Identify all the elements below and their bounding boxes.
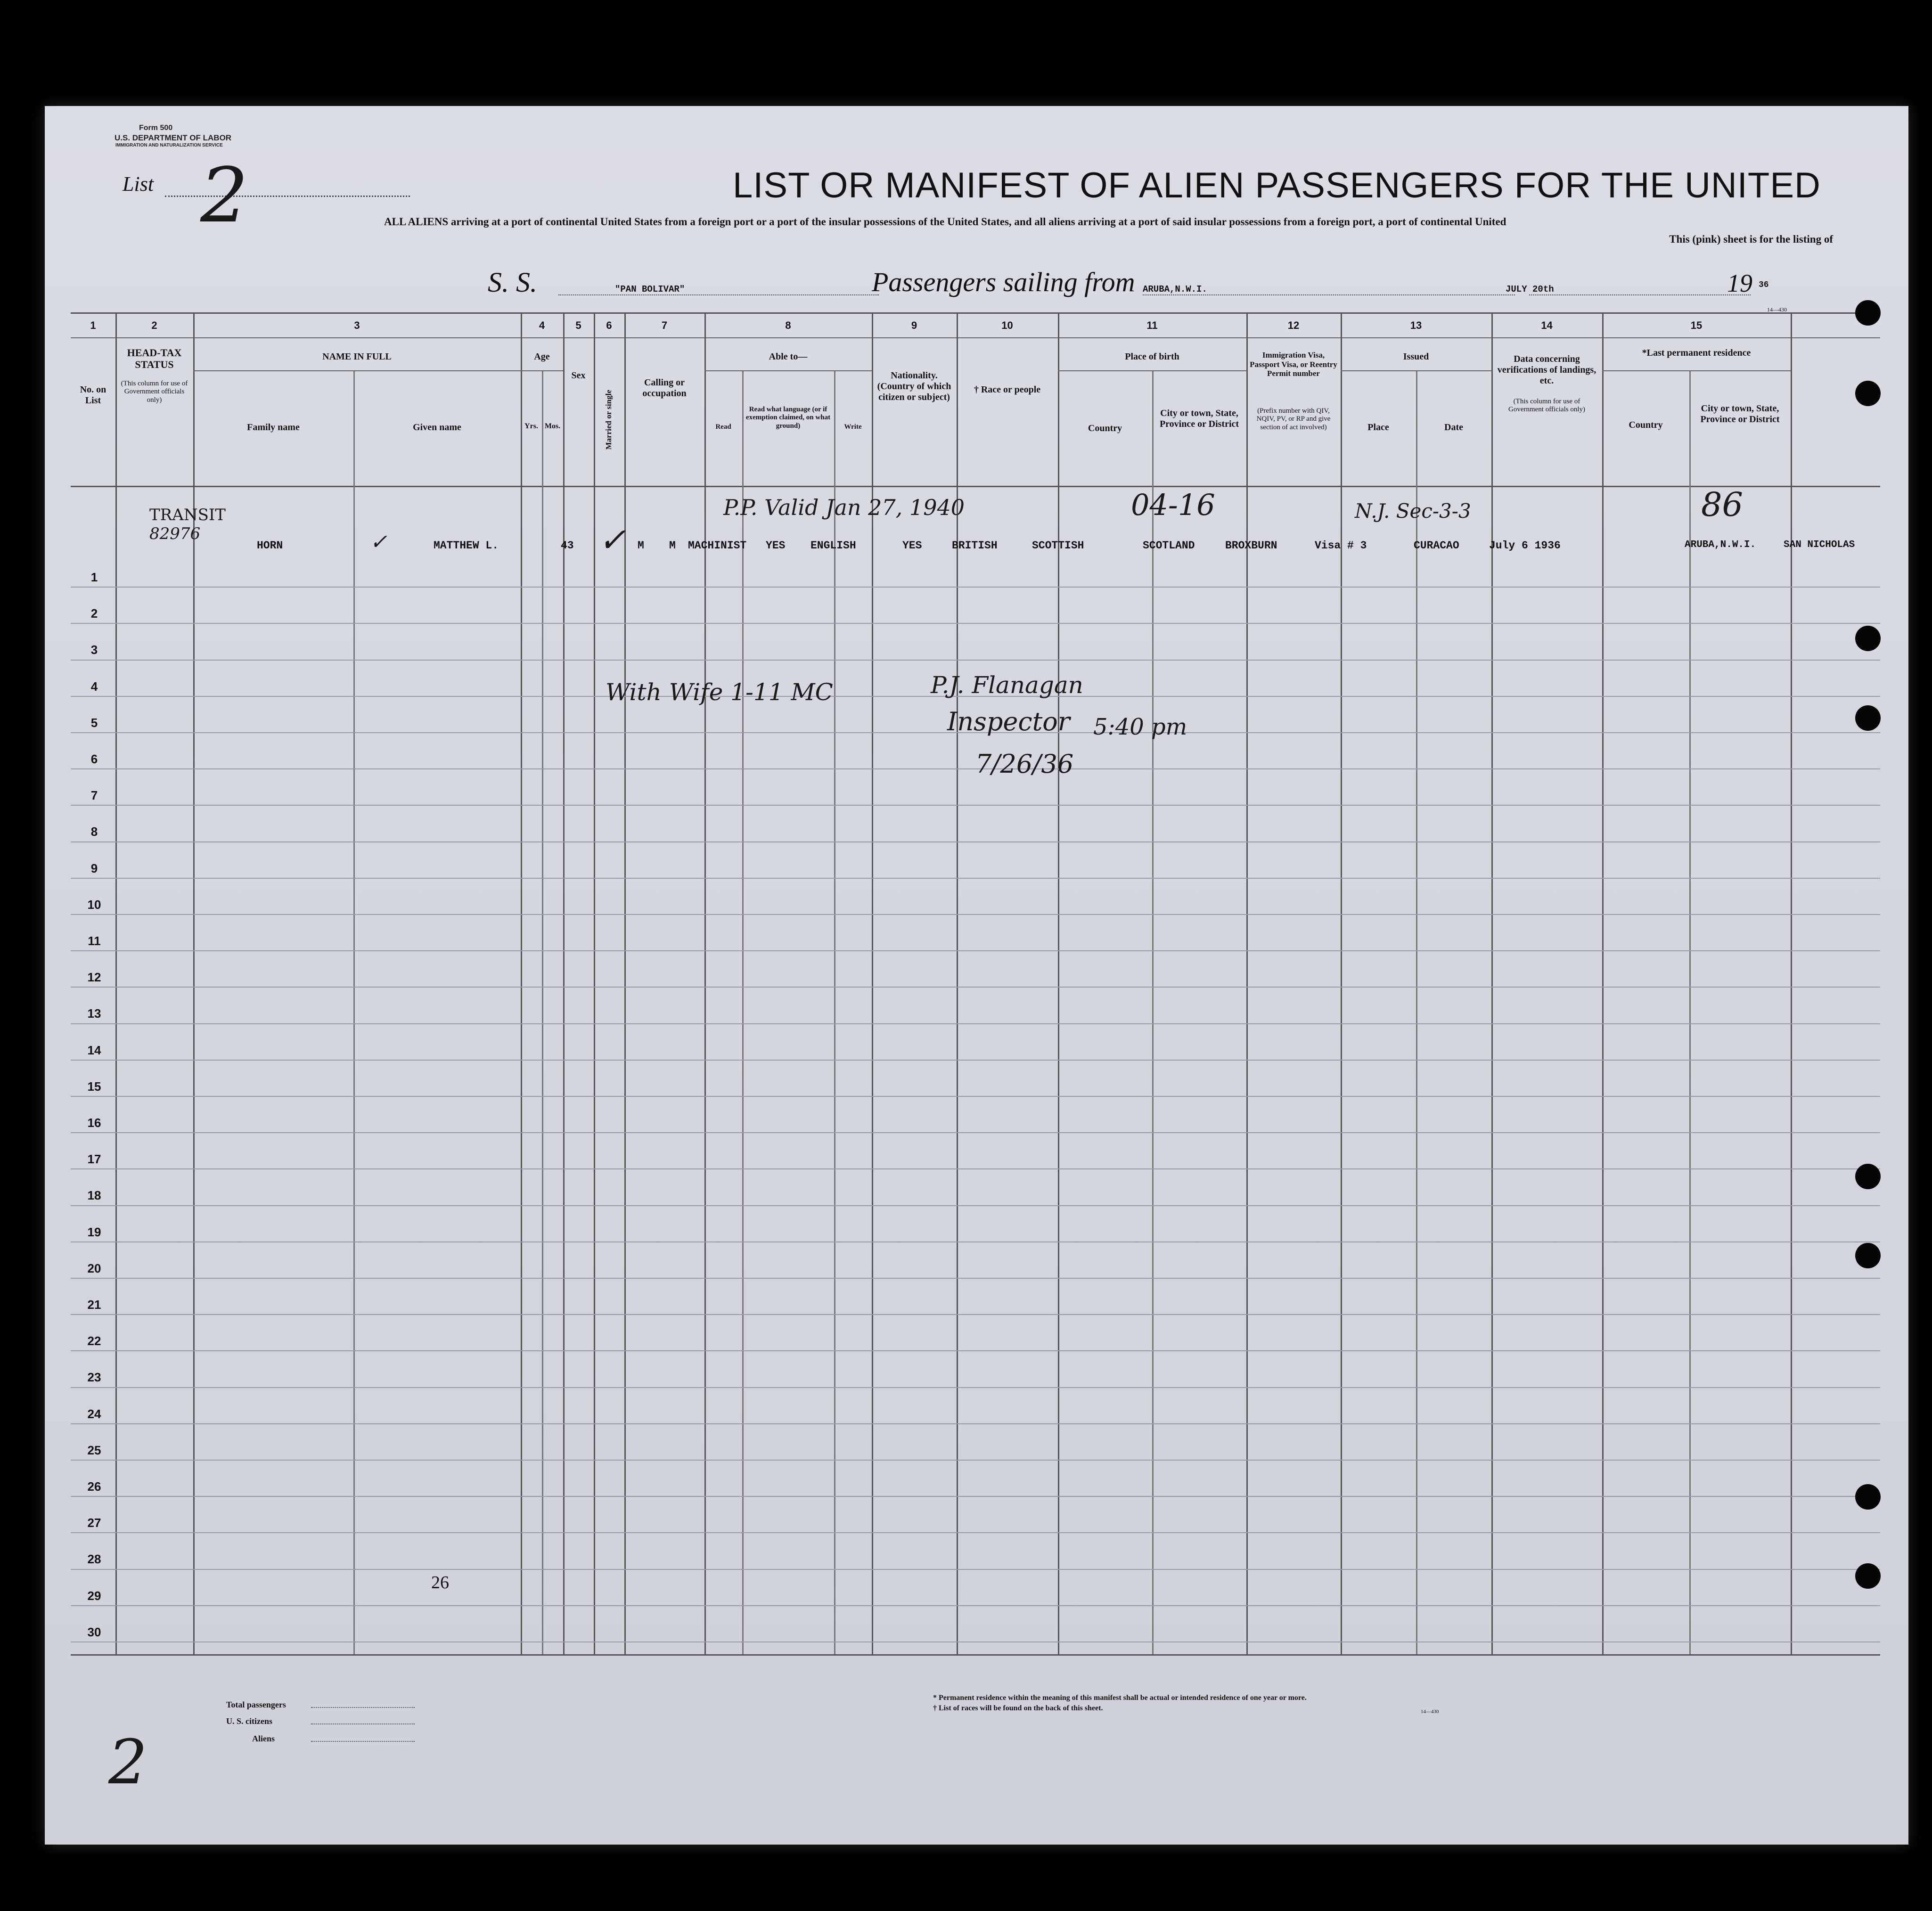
row-number: 21	[87, 1298, 101, 1312]
colnum-rule	[71, 337, 1880, 338]
list-number: 2	[200, 151, 248, 239]
row-number: 9	[90, 861, 98, 875]
colnum-1: 1	[90, 319, 96, 331]
manifest-table	[71, 312, 1880, 1656]
hdr-visa-note: (Prefix number with QIV, NQIV, PV, or RP and give section of act involved)	[1256, 407, 1331, 431]
table-row-rule	[71, 1496, 1880, 1497]
hdr-place-of-birth: Place of birth	[1125, 351, 1179, 362]
code-04-16: 04-16	[1131, 488, 1215, 522]
ss-label: S. S.	[488, 267, 537, 298]
code-86: 86	[1701, 485, 1744, 524]
head-tax-number: 82976	[149, 524, 201, 543]
hdr-issued-date: Date	[1444, 422, 1463, 433]
inspection-time: 5:40 pm	[1093, 714, 1187, 740]
passport-note: P.P. Valid Jan 27, 1940	[723, 495, 965, 520]
ship-underline	[558, 294, 879, 295]
hdr-mos: Mos.	[544, 422, 561, 430]
row-number: 11	[88, 934, 101, 948]
footer-form-code: 14—430	[1421, 1709, 1439, 1715]
hdr-issued: Issued	[1403, 351, 1429, 362]
age-years: 43	[561, 539, 574, 552]
table-row-rule	[71, 1241, 1880, 1242]
manifest-rows	[71, 487, 1880, 1653]
inspector-signature: P.J. Flanagan	[931, 671, 1083, 699]
sailing-label: Passengers sailing from	[872, 267, 1135, 297]
nj-section-note: N.J. Sec-3-3	[1355, 499, 1471, 523]
hdr-yrs: Yrs.	[524, 422, 538, 430]
hdr-write: Write	[844, 423, 862, 431]
row-number: 1	[90, 570, 98, 584]
row-number: 18	[87, 1188, 101, 1202]
colnum-12: 12	[1287, 319, 1300, 331]
us-citizens-line	[311, 1723, 415, 1724]
occupation: MACHINIST	[688, 539, 747, 552]
table-row-rule	[71, 1569, 1880, 1570]
form-number: Form 500	[139, 124, 173, 132]
row-number: 25	[87, 1443, 101, 1457]
table-row-rule	[71, 878, 1880, 879]
row-number: 10	[87, 898, 101, 912]
hdr-name-in-full: NAME IN FULL	[322, 351, 392, 362]
can-read: YES	[766, 539, 786, 552]
row-number: 15	[87, 1079, 101, 1094]
row-number: 7	[90, 788, 98, 802]
colnum-8: 8	[785, 319, 791, 331]
service-label: IMMIGRATION AND NATURALIZATION SERVICE	[115, 143, 223, 148]
aliens-line	[311, 1741, 415, 1742]
total-passengers-label: Total passengers	[226, 1700, 286, 1709]
hdr-family-name: Family name	[247, 422, 300, 433]
row-number: 27	[87, 1516, 101, 1530]
list-label: List	[123, 172, 154, 196]
table-row-rule	[71, 1023, 1880, 1024]
punch-hole	[1855, 1164, 1881, 1189]
punch-hole	[1855, 300, 1881, 326]
marital-status: M	[669, 539, 676, 552]
table-row-rule	[71, 950, 1880, 951]
row-number: 23	[87, 1370, 101, 1384]
colnum-7: 7	[661, 319, 668, 331]
issued-place: CURACAO	[1414, 539, 1459, 552]
read-language: ENGLISH	[810, 539, 856, 552]
can-write: YES	[902, 539, 922, 552]
issued-date: July 6 1936	[1489, 539, 1561, 552]
form-code-top: 14—430	[1767, 306, 1787, 313]
table-row-rule	[71, 1060, 1880, 1061]
row-number: 6	[90, 752, 98, 766]
table-row-rule	[71, 1168, 1880, 1169]
hdr-birth-city: City or town, State, Province or District	[1159, 408, 1239, 429]
row-number: 5	[90, 716, 98, 730]
subheader-rule	[193, 370, 521, 371]
hdr-read-language: Read what language (or if exemption claimed, on what ground)	[745, 406, 831, 430]
table-row-rule	[71, 587, 1880, 588]
residence-city: SAN NICHOLAS	[1784, 539, 1855, 550]
row-number: 29	[87, 1589, 101, 1603]
row-number: 17	[87, 1152, 101, 1166]
table-row-rule	[71, 1350, 1880, 1351]
visa-number: Visa # 3	[1315, 539, 1367, 552]
hdr-visa: Immigration Visa, Passport Visa, or Reentry Permit number	[1250, 351, 1337, 378]
row-number: 3	[90, 643, 98, 657]
colnum-13: 13	[1410, 319, 1422, 331]
table-row-rule	[71, 1387, 1880, 1388]
tally-mark: 2	[108, 1726, 147, 1798]
residence-country: ARUBA,N.W.I.	[1685, 539, 1756, 550]
subheader-rule	[1058, 370, 1246, 371]
sex: M	[638, 539, 644, 552]
table-row-rule	[71, 1605, 1880, 1606]
head-tax-status: TRANSIT	[149, 506, 226, 524]
hdr-issued-place: Place	[1367, 422, 1389, 433]
table-row-rule	[71, 1532, 1880, 1533]
nationality: BRITISH	[952, 539, 998, 552]
row-number: 12	[87, 970, 101, 984]
footnote-races: † List of races will be found on the back of this sheet.	[933, 1704, 1103, 1712]
family-name: HORN	[257, 539, 283, 552]
row-number: 30	[87, 1625, 101, 1639]
colnum-15: 15	[1690, 319, 1703, 331]
port-underline	[1143, 294, 1515, 295]
hdr-able-to: Able to—	[769, 351, 808, 362]
year-suffix: 36	[1759, 280, 1769, 290]
colnum-5: 5	[575, 319, 581, 331]
birth-country: SCOTLAND	[1143, 539, 1195, 552]
colnum-2: 2	[151, 319, 157, 331]
punch-hole	[1855, 626, 1881, 651]
row-number: 28	[87, 1552, 101, 1566]
inspector-title: Inspector	[947, 707, 1070, 736]
row-number: 20	[87, 1261, 101, 1275]
birth-city: BROXBURN	[1225, 539, 1277, 552]
punch-hole	[1855, 1243, 1881, 1268]
row-number: 13	[87, 1006, 101, 1021]
punch-hole	[1855, 1484, 1881, 1510]
table-row-rule	[71, 1132, 1880, 1133]
hdr-res-city: City or town, State, Province or District	[1700, 403, 1780, 425]
stamp-26: 26	[431, 1573, 449, 1592]
table-row-rule	[71, 987, 1880, 988]
table-row-rule	[71, 1205, 1880, 1206]
inspection-date: 7/26/36	[975, 749, 1074, 779]
page-title: LIST OR MANIFEST OF ALIEN PASSENGERS FOR THE UNITED	[733, 165, 1821, 205]
colnum-14: 14	[1541, 319, 1553, 331]
given-name: MATTHEW L.	[434, 539, 499, 552]
punch-hole	[1855, 705, 1881, 731]
hdr-birth-country: Country	[1088, 423, 1122, 433]
hdr-last-residence: *Last permanent residence	[1642, 348, 1751, 358]
hdr-given-name: Given name	[413, 422, 461, 433]
sailing-date: JULY 20th	[1506, 284, 1554, 294]
ship-name: "PAN BOLIVAR"	[615, 284, 685, 294]
hdr-calling: Calling or occupation	[642, 377, 687, 399]
year-prefix: 19	[1727, 269, 1752, 297]
table-row-rule	[71, 841, 1880, 842]
us-citizens-label: U. S. citizens	[226, 1716, 272, 1726]
colnum-6: 6	[606, 319, 612, 331]
hdr-nationality: Nationality. (Country of which citizen or subject)	[877, 370, 951, 402]
race: SCOTTISH	[1032, 539, 1084, 552]
table-row-rule	[71, 660, 1880, 661]
colnum-4: 4	[539, 319, 545, 331]
row-number: 26	[87, 1479, 101, 1494]
hdr-no-on-list: No. on List	[80, 384, 106, 406]
hdr-head-tax: HEAD-TAX STATUS	[127, 347, 182, 371]
punch-hole	[1855, 381, 1881, 406]
subtitle-line-2: This (pink) sheet is for the listing of	[1669, 233, 1833, 245]
manifest-sheet	[45, 106, 1908, 1845]
row-number: 8	[90, 825, 98, 839]
date-underline	[1529, 294, 1751, 295]
hdr-res-country: Country	[1629, 420, 1663, 430]
row-number: 19	[87, 1225, 101, 1239]
row-number: 22	[87, 1334, 101, 1348]
colnum-3: 3	[354, 319, 360, 331]
table-row-rule	[71, 914, 1880, 915]
family-check-mark: ✓	[370, 530, 387, 554]
row-number: 14	[87, 1043, 101, 1057]
colnum-10: 10	[1001, 319, 1013, 331]
table-row-rule	[71, 1096, 1880, 1097]
hdr-read: Read	[715, 423, 731, 431]
hdr-head-tax-note: (This column for use of Government officials only)	[121, 380, 188, 404]
row-number: 4	[90, 679, 98, 694]
subheader-rule	[1602, 370, 1791, 371]
subtitle-line-1: ALL ALIENS arriving at a port of continental United States from a foreign port or a port of the insular possessions of the United States, and all aliens arriving at a port of said insular possessions from a foreign port, a port of continental United	[384, 216, 1506, 228]
colnum-9: 9	[911, 319, 917, 331]
hdr-race: † Race or people	[974, 384, 1041, 395]
age-check-mark: ✓	[598, 521, 626, 559]
hdr-age: Age	[534, 351, 550, 362]
aliens-label: Aliens	[252, 1734, 275, 1743]
total-passengers-line	[311, 1707, 415, 1708]
row-number: 2	[90, 606, 98, 621]
hdr-married: Married or single	[604, 390, 614, 450]
subheader-rule	[1341, 370, 1491, 371]
colnum-11: 11	[1146, 319, 1158, 331]
row-number: 16	[87, 1116, 101, 1130]
subheader-rule	[521, 370, 563, 371]
subheader-rule	[704, 370, 872, 371]
footnote-residence: * Permanent residence within the meaning of this manifest shall be actual or intended residence of one year or more.	[933, 1694, 1307, 1702]
table-row-rule	[71, 623, 1880, 624]
table-row-rule	[71, 1278, 1880, 1279]
table-row-rule	[71, 805, 1880, 806]
hdr-sex: Sex	[571, 370, 586, 381]
table-row-rule	[71, 1460, 1880, 1461]
table-row-rule	[71, 1423, 1880, 1424]
table-row-rule	[71, 1314, 1880, 1315]
port-name: ARUBA,N.W.I.	[1143, 284, 1207, 294]
row-number: 24	[87, 1407, 101, 1421]
hdr-data-verif-note: (This column for use of Government officials only)	[1508, 398, 1585, 414]
hdr-data-verif: Data concerning verifications of landings, etc.	[1497, 354, 1596, 386]
department-label: U.S. DEPARTMENT OF LABOR	[115, 133, 232, 142]
punch-hole	[1855, 1563, 1881, 1589]
with-wife-note: With Wife 1-11 MC	[606, 678, 833, 706]
